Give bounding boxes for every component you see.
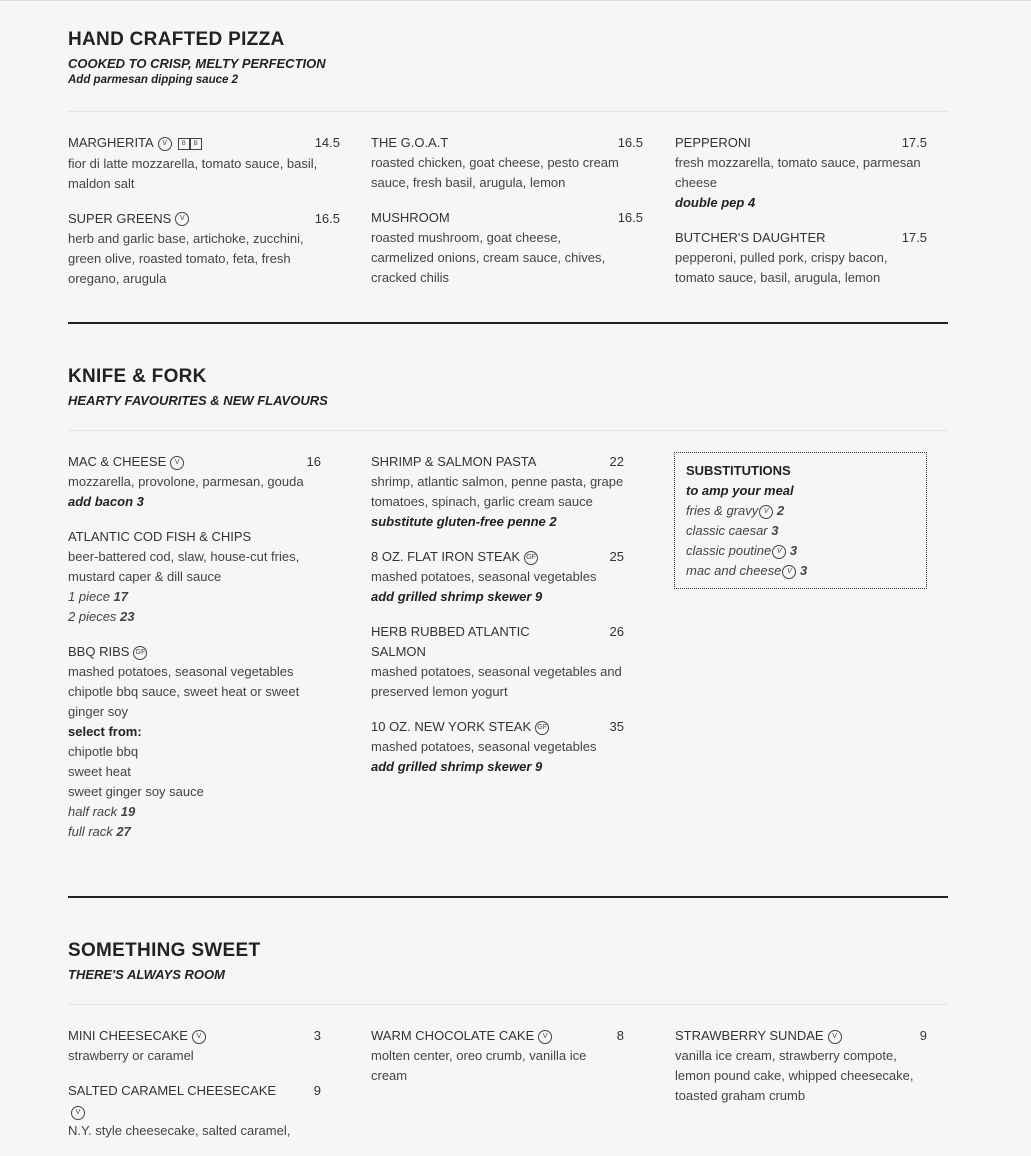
item-price: 9 xyxy=(313,1083,321,1098)
item-price: 16.5 xyxy=(314,210,340,226)
sweet-subtitle: THERE'S ALWAYS ROOM xyxy=(68,967,225,982)
menu-item-mini-cheesecake xyxy=(68,1026,322,1066)
item-description: roasted chicken, goat cheese, pesto cream sauce, fresh basil, arugula, lemon xyxy=(371,155,619,190)
item-name: SALTED CARAMEL CHEESECAKE xyxy=(68,1083,277,1098)
item-name: 10 OZ. NEW YORK STEAK xyxy=(371,719,532,734)
substitution-price: 3 xyxy=(771,523,779,538)
menu-item-margherita xyxy=(68,133,340,194)
portion-price: 19 xyxy=(120,804,136,819)
item-price: 3 xyxy=(313,1028,321,1043)
item-addon: add grilled shrimp skewer 9 xyxy=(371,759,543,774)
item-name: WARM CHOCOLATE CAKE xyxy=(371,1028,535,1043)
substitution-row xyxy=(686,541,915,561)
pizza-title: HAND CRAFTED PIZZA xyxy=(68,29,285,50)
menu-item-new-york-steak xyxy=(371,717,625,777)
item-name: ATLANTIC COD FISH & CHIPS xyxy=(68,529,252,544)
pizza-col-2 xyxy=(371,133,643,303)
item-description: beer-battered cod, slaw, house-cut fries, mustard caper & dill sauce xyxy=(68,549,300,584)
item-description: fresh mozzarella, tomato sauce, parmesan cheese xyxy=(675,155,921,190)
knife-col-2 xyxy=(371,452,625,792)
sauce-choice: sweet heat xyxy=(68,764,131,779)
item-addon: add grilled shrimp skewer 9 xyxy=(371,589,543,604)
item-description: strawberry or caramel xyxy=(68,1048,194,1063)
item-name: MAC & CHEESE xyxy=(68,454,167,469)
portion-option xyxy=(68,822,322,842)
menu-item-atlantic-salmon xyxy=(371,622,625,702)
gluten-free-icon: GF xyxy=(524,551,538,565)
substitution-row xyxy=(686,521,915,541)
sweet-col-2 xyxy=(371,1026,625,1101)
item-name: THE G.O.A.T xyxy=(371,135,449,150)
menu-item-flat-iron-steak xyxy=(371,547,625,607)
item-name: MINI CHEESECAKE xyxy=(68,1028,188,1043)
item-description: roasted mushroom, goat cheese, carmelized onions, cream sauce, chives, cracked chilis xyxy=(371,230,606,285)
sauce-choice: chipotle bbq xyxy=(68,744,139,759)
item-name: MARGHERITA xyxy=(68,135,154,150)
item-name: MUSHROOM xyxy=(371,210,450,225)
gluten-free-icon: GF xyxy=(535,721,549,735)
sweet-col-3 xyxy=(675,1026,929,1121)
item-description: mashed potatoes, seasonal vegetables xyxy=(371,569,597,584)
menu-item-shrimp-salmon-pasta xyxy=(371,452,625,532)
pizza-header xyxy=(68,28,948,88)
item-price: 16 xyxy=(306,454,321,469)
substitution-price: 3 xyxy=(789,543,798,558)
item-description: mozzarella, provolone, parmesan, gouda xyxy=(68,474,304,489)
substitution-row xyxy=(686,501,915,521)
menu-item-the-goat xyxy=(371,133,643,193)
menu-item-pepperoni xyxy=(675,133,929,213)
item-price: 22 xyxy=(609,454,624,469)
pizza-col-1 xyxy=(68,133,340,304)
item-addon: add bacon 3 xyxy=(68,494,144,509)
item-name: HERB RUBBED ATLANTIC SALMON xyxy=(371,624,530,659)
portion-price: 17 xyxy=(113,589,129,604)
menu-item-fish-chips xyxy=(68,527,322,627)
pizza-col-3 xyxy=(675,133,929,303)
vegetarian-icon: V xyxy=(828,1030,842,1044)
portion-label: full rack xyxy=(68,824,113,839)
menu-item-mac-cheese xyxy=(68,452,322,512)
sweet-header xyxy=(68,939,948,983)
item-price: 25 xyxy=(609,549,624,564)
item-description: pepperoni, pulled pork, crispy bacon, tomato sauce, basil, arugula, lemon xyxy=(675,250,888,285)
item-name: BBQ RIBS xyxy=(68,644,130,659)
substitution-label: mac and cheese xyxy=(686,563,782,578)
substitution-price: 3 xyxy=(800,563,808,578)
item-price: 17.5 xyxy=(901,230,927,245)
portion-option xyxy=(68,587,322,607)
item-price: 26 xyxy=(609,624,624,639)
item-addon: substitute gluten-free penne 2 xyxy=(371,514,557,529)
item-description: vanilla ice cream, strawberry compote, lemon pound cake, whipped cheesecake, toasted graham crumb xyxy=(675,1048,914,1103)
section-divider xyxy=(68,322,948,324)
menu-page xyxy=(0,1,1031,1146)
item-description: molten center, oreo crumb, vanilla ice cream xyxy=(371,1048,587,1083)
vegetarian-icon: V xyxy=(782,565,796,579)
pizza-note: Add parmesan dipping sauce 2 xyxy=(68,74,238,86)
item-price: 17.5 xyxy=(901,135,927,150)
vegetarian-icon: V xyxy=(772,545,786,559)
knife-header xyxy=(68,365,948,409)
menu-item-super-greens xyxy=(68,209,340,289)
substitutions-subtitle: to amp your meal xyxy=(686,483,794,498)
section-divider xyxy=(68,896,948,898)
divider xyxy=(68,430,948,431)
square-badge-icon: B xyxy=(178,138,190,150)
item-name: PEPPERONI xyxy=(675,135,751,150)
item-price: 16.5 xyxy=(617,135,643,150)
gluten-free-icon: GF xyxy=(133,646,147,660)
divider xyxy=(68,1004,948,1005)
portion-option xyxy=(68,607,322,627)
vegetarian-icon: V xyxy=(192,1030,206,1044)
item-price: 8 xyxy=(616,1028,624,1043)
sweet-title: SOMETHING SWEET xyxy=(68,940,261,961)
select-label: select from: xyxy=(68,724,142,739)
portion-label: 2 pieces xyxy=(68,609,117,624)
menu-item-bbq-ribs xyxy=(68,642,322,842)
item-name: 8 OZ. FLAT IRON STEAK xyxy=(371,549,521,564)
substitution-price: 2 xyxy=(776,503,785,518)
vegetarian-icon: V xyxy=(759,505,773,519)
item-description: herb and garlic base, artichoke, zucchini, green olive, roasted tomato, feta, fresh oregano, arugula xyxy=(68,230,304,286)
menu-item-mushroom xyxy=(371,208,643,288)
portion-label: half rack xyxy=(68,804,118,819)
item-description: N.Y. style cheesecake, salted caramel, xyxy=(68,1123,291,1138)
item-name: STRAWBERRY SUNDAE xyxy=(675,1028,824,1043)
substitution-label: classic poutine xyxy=(686,543,772,558)
menu-item-warm-chocolate-cake xyxy=(371,1026,625,1086)
vegetarian-icon: V xyxy=(71,1106,85,1120)
sweet-col-1 xyxy=(68,1026,322,1156)
item-description: fior di latte mozzarella, tomato sauce, basil, maldon salt xyxy=(68,155,318,191)
knife-subtitle: HEARTY FAVOURITES & NEW FLAVOURS xyxy=(68,393,328,408)
divider xyxy=(68,111,948,112)
portion-price: 27 xyxy=(116,824,131,839)
item-name: BUTCHER'S DAUGHTER xyxy=(675,230,826,245)
square-badge-icon: B xyxy=(190,138,202,150)
vegetarian-icon: V xyxy=(158,137,172,151)
item-price: 14.5 xyxy=(314,135,340,150)
knife-col-1 xyxy=(68,452,322,857)
item-name: SHRIMP & SALMON PASTA xyxy=(371,454,537,469)
sauce-choice: sweet ginger soy sauce xyxy=(68,784,204,799)
pizza-subtitle: COOKED TO CRISP, MELTY PERFECTION xyxy=(68,56,326,71)
substitutions-title: SUBSTITUTIONS xyxy=(686,463,791,478)
substitution-label: fries & gravy xyxy=(686,503,759,518)
item-addon: double pep 4 xyxy=(675,195,756,210)
item-description: mashed potatoes, seasonal vegetables and preserved lemon yogurt xyxy=(371,664,622,699)
portion-price: 23 xyxy=(120,609,135,624)
badge-group-icon xyxy=(178,134,202,154)
portion-label: 1 piece xyxy=(68,589,110,604)
vegetarian-icon: V xyxy=(170,456,184,470)
knife-title: KNIFE & FORK xyxy=(68,366,207,387)
menu-item-salted-caramel-cheesecake xyxy=(68,1081,322,1141)
item-description: mashed potatoes, seasonal vegetables chipotle bbq sauce, sweet heat or sweet ginger soy xyxy=(68,664,300,719)
item-description: mashed potatoes, seasonal vegetables xyxy=(371,739,597,754)
portion-option xyxy=(68,802,322,822)
item-description: shrimp, atlantic salmon, penne pasta, grape tomatoes, spinach, garlic cream sauce xyxy=(371,474,624,509)
vegetarian-icon: V xyxy=(538,1030,552,1044)
item-price: 16.5 xyxy=(617,210,643,225)
substitution-label: classic caesar xyxy=(686,523,768,538)
menu-item-butchers-daughter xyxy=(675,228,929,288)
menu-item-strawberry-sundae xyxy=(675,1026,929,1106)
item-name: SUPER GREENS xyxy=(68,210,172,226)
item-price: 9 xyxy=(919,1028,927,1043)
substitutions-box xyxy=(674,452,927,589)
vegetarian-icon: V xyxy=(175,212,189,226)
substitution-row xyxy=(686,561,915,581)
item-price: 35 xyxy=(609,719,624,734)
